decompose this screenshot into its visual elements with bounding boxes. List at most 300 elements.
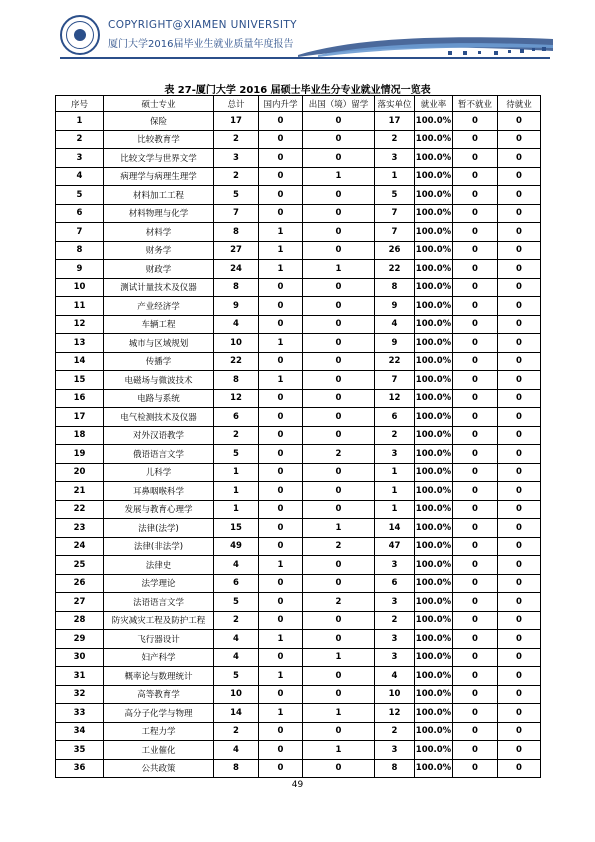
table-cell: 0	[303, 389, 375, 408]
table-cell: 29	[56, 630, 104, 649]
table-cell: 0	[303, 315, 375, 334]
table-row	[56, 667, 541, 686]
table-row	[56, 112, 541, 131]
table-cell: 0	[453, 223, 498, 242]
table-cell: 0	[453, 315, 498, 334]
column-header: 待就业	[498, 96, 541, 112]
column-header: 出国（境）留学	[303, 96, 375, 112]
table-cell: 12	[375, 704, 415, 723]
major-cell: 防灾减灾工程及防护工程	[104, 611, 214, 630]
table-row	[56, 334, 541, 353]
major-cell: 产业经济学	[104, 297, 214, 316]
table-cell: 0	[259, 759, 303, 778]
table-cell: 0	[303, 297, 375, 316]
major-cell: 城市与区域规划	[104, 334, 214, 353]
table-cell: 2	[375, 611, 415, 630]
major-cell: 儿科学	[104, 463, 214, 482]
table-cell: 3	[375, 445, 415, 464]
table-cell: 0	[259, 500, 303, 519]
table-cell: 24	[56, 537, 104, 556]
table-cell: 0	[453, 500, 498, 519]
table-cell: 100.0%	[415, 223, 453, 242]
table-cell: 27	[214, 241, 259, 260]
table-cell: 0	[453, 260, 498, 279]
table-cell: 20	[56, 463, 104, 482]
table-cell: 100.0%	[415, 167, 453, 186]
table-cell: 0	[453, 667, 498, 686]
table-cell: 0	[303, 278, 375, 297]
major-cell: 传播学	[104, 352, 214, 371]
table-cell: 7	[375, 223, 415, 242]
table-cell: 0	[259, 130, 303, 149]
table-cell: 0	[453, 648, 498, 667]
table-cell: 0	[498, 186, 541, 205]
table-cell: 4	[214, 556, 259, 575]
table-cell: 3	[375, 149, 415, 168]
table-cell: 0	[259, 389, 303, 408]
table-cell: 2	[375, 130, 415, 149]
table-cell: 3	[375, 593, 415, 612]
table-cell: 100.0%	[415, 741, 453, 760]
table-row	[56, 463, 541, 482]
table-cell: 26	[375, 241, 415, 260]
table-row	[56, 445, 541, 464]
table-row	[56, 593, 541, 612]
table-cell: 3	[375, 741, 415, 760]
table-cell: 0	[259, 186, 303, 205]
table-cell: 10	[375, 685, 415, 704]
table-cell: 0	[498, 685, 541, 704]
column-header: 就业率	[415, 96, 453, 112]
major-cell: 高等教育学	[104, 685, 214, 704]
table-cell: 33	[56, 704, 104, 723]
table-cell: 3	[375, 630, 415, 649]
table-cell: 0	[453, 186, 498, 205]
table-cell: 0	[453, 371, 498, 390]
major-cell: 法学理论	[104, 574, 214, 593]
major-cell: 电气检测技术及仪器	[104, 408, 214, 427]
table-cell: 49	[214, 537, 259, 556]
table-cell: 1	[375, 500, 415, 519]
table-row	[56, 556, 541, 575]
table-cell: 0	[453, 278, 498, 297]
table-cell: 9	[375, 334, 415, 353]
table-row	[56, 722, 541, 741]
table-cell: 100.0%	[415, 260, 453, 279]
table-cell: 26	[56, 574, 104, 593]
table-cell: 6	[375, 408, 415, 427]
table-cell: 100.0%	[415, 334, 453, 353]
table-cell: 100.0%	[415, 426, 453, 445]
table-cell: 0	[259, 722, 303, 741]
major-cell: 材料学	[104, 223, 214, 242]
table-cell: 0	[303, 186, 375, 205]
table-cell: 0	[498, 297, 541, 316]
column-header: 落实单位	[375, 96, 415, 112]
table-row	[56, 260, 541, 279]
table-cell: 15	[214, 519, 259, 538]
table-cell: 0	[303, 371, 375, 390]
table-cell: 100.0%	[415, 704, 453, 723]
table-cell: 0	[498, 630, 541, 649]
table-cell: 100.0%	[415, 648, 453, 667]
table-cell: 27	[56, 593, 104, 612]
table-cell: 8	[214, 223, 259, 242]
table-cell: 5	[214, 186, 259, 205]
table-row	[56, 648, 541, 667]
table-cell: 0	[303, 574, 375, 593]
table-cell: 0	[259, 278, 303, 297]
table-cell: 10	[214, 334, 259, 353]
table-cell: 0	[498, 112, 541, 131]
table-cell: 100.0%	[415, 186, 453, 205]
table-cell: 0	[453, 741, 498, 760]
table-cell: 8	[56, 241, 104, 260]
table-cell: 0	[259, 315, 303, 334]
table-cell: 0	[498, 611, 541, 630]
table-cell: 0	[303, 482, 375, 501]
major-cell: 概率论与数理统计	[104, 667, 214, 686]
table-row	[56, 611, 541, 630]
table-cell: 1	[259, 241, 303, 260]
table-cell: 1	[375, 463, 415, 482]
table-cell: 12	[56, 315, 104, 334]
table-cell: 0	[303, 112, 375, 131]
table-cell: 0	[453, 463, 498, 482]
major-cell: 财政学	[104, 260, 214, 279]
table-cell: 0	[498, 704, 541, 723]
table-cell: 32	[56, 685, 104, 704]
table-cell: 1	[303, 260, 375, 279]
table-cell: 100.0%	[415, 241, 453, 260]
table-cell: 22	[375, 352, 415, 371]
table-cell: 0	[303, 149, 375, 168]
table-cell: 0	[453, 204, 498, 223]
table-cell: 10	[214, 685, 259, 704]
table-cell: 1	[214, 500, 259, 519]
table-cell: 9	[56, 260, 104, 279]
table-cell: 4	[214, 741, 259, 760]
table-cell: 19	[56, 445, 104, 464]
table-cell: 1	[259, 630, 303, 649]
table-cell: 0	[453, 722, 498, 741]
table-cell: 0	[303, 352, 375, 371]
table-row	[56, 315, 541, 334]
table-cell: 2	[303, 593, 375, 612]
table-cell: 0	[498, 741, 541, 760]
table-row	[56, 482, 541, 501]
table-cell: 2	[214, 167, 259, 186]
table-cell: 100.0%	[415, 445, 453, 464]
table-cell: 0	[259, 593, 303, 612]
table-row	[56, 278, 541, 297]
table-cell: 23	[56, 519, 104, 538]
table-cell: 1	[375, 167, 415, 186]
table-cell: 0	[259, 463, 303, 482]
table-cell: 100.0%	[415, 630, 453, 649]
table-row	[56, 704, 541, 723]
table-cell: 1	[303, 167, 375, 186]
table-cell: 100.0%	[415, 389, 453, 408]
table-cell: 1	[214, 463, 259, 482]
table-cell: 0	[259, 741, 303, 760]
copyright-text: COPYRIGHT@XIAMEN UNIVERSITY	[108, 19, 297, 31]
table-cell: 0	[303, 463, 375, 482]
table-cell: 0	[259, 519, 303, 538]
major-cell: 比较文学与世界文学	[104, 149, 214, 168]
table-cell: 4	[214, 315, 259, 334]
major-cell: 对外汉语教学	[104, 426, 214, 445]
table-cell: 4	[56, 167, 104, 186]
table-cell: 100.0%	[415, 204, 453, 223]
column-header: 暂不就业	[453, 96, 498, 112]
table-row	[56, 408, 541, 427]
table-cell: 0	[259, 685, 303, 704]
table-cell: 0	[498, 278, 541, 297]
table-cell: 0	[259, 352, 303, 371]
table-cell: 0	[259, 204, 303, 223]
table-cell: 8	[375, 759, 415, 778]
table-cell: 21	[56, 482, 104, 501]
table-cell: 1	[375, 482, 415, 501]
table-cell: 1	[259, 371, 303, 390]
table-cell: 0	[303, 500, 375, 519]
column-header: 总计	[214, 96, 259, 112]
table-cell: 0	[453, 611, 498, 630]
table-cell: 5	[56, 186, 104, 205]
table-title: 表 27-厦门大学 2016 届硕士毕业生分专业就业情况一览表	[164, 85, 431, 96]
major-cell: 工程力学	[104, 722, 214, 741]
table-cell: 100.0%	[415, 759, 453, 778]
table-cell: 0	[498, 556, 541, 575]
table-row	[56, 759, 541, 778]
table-cell: 0	[303, 223, 375, 242]
table-cell: 0	[453, 112, 498, 131]
table-cell: 0	[303, 426, 375, 445]
major-cell: 电磁场与微波技术	[104, 371, 214, 390]
table-cell: 14	[56, 352, 104, 371]
table-cell: 2	[214, 722, 259, 741]
table-cell: 11	[56, 297, 104, 316]
table-cell: 2	[214, 426, 259, 445]
table-cell: 18	[56, 426, 104, 445]
major-cell: 飞行器设计	[104, 630, 214, 649]
table-row	[56, 685, 541, 704]
table-cell: 0	[259, 648, 303, 667]
major-cell: 测试计量技术及仪器	[104, 278, 214, 297]
table-cell: 0	[453, 482, 498, 501]
table-cell: 12	[214, 389, 259, 408]
table-cell: 4	[375, 315, 415, 334]
major-cell: 材料物理与化学	[104, 204, 214, 223]
table-cell: 7	[375, 371, 415, 390]
table-cell: 6	[56, 204, 104, 223]
table-cell: 8	[214, 371, 259, 390]
table-row	[56, 630, 541, 649]
table-cell: 31	[56, 667, 104, 686]
table-cell: 0	[303, 334, 375, 353]
table-cell: 0	[498, 759, 541, 778]
table-cell: 0	[259, 408, 303, 427]
table-cell: 1	[303, 704, 375, 723]
table-cell: 100.0%	[415, 371, 453, 390]
table-cell: 100.0%	[415, 611, 453, 630]
table-cell: 0	[453, 519, 498, 538]
table-row	[56, 574, 541, 593]
table-cell: 2	[214, 130, 259, 149]
table-cell: 1	[56, 112, 104, 131]
table-cell: 0	[498, 204, 541, 223]
table-cell: 0	[498, 352, 541, 371]
table-cell: 0	[498, 722, 541, 741]
table-cell: 0	[498, 260, 541, 279]
table-cell: 100.0%	[415, 685, 453, 704]
major-cell: 病理学与病理生理学	[104, 167, 214, 186]
major-cell: 法语语言文学	[104, 593, 214, 612]
table-cell: 0	[303, 722, 375, 741]
table-cell: 100.0%	[415, 130, 453, 149]
table-row	[56, 130, 541, 149]
major-cell: 法律(非法学)	[104, 537, 214, 556]
table-cell: 0	[259, 537, 303, 556]
table-cell: 0	[453, 334, 498, 353]
table-cell: 0	[453, 704, 498, 723]
column-header: 序号	[56, 96, 104, 112]
header-rule	[60, 57, 550, 59]
table-cell: 0	[498, 648, 541, 667]
table-cell: 15	[56, 371, 104, 390]
table-cell: 16	[56, 389, 104, 408]
table-cell: 9	[214, 297, 259, 316]
table-cell: 0	[498, 426, 541, 445]
table-cell: 5	[214, 445, 259, 464]
major-cell: 车辆工程	[104, 315, 214, 334]
page-number: 49	[291, 780, 304, 790]
table-cell: 1	[259, 260, 303, 279]
table-cell: 100.0%	[415, 537, 453, 556]
table-cell: 7	[214, 204, 259, 223]
table-cell: 4	[214, 648, 259, 667]
table-cell: 0	[453, 408, 498, 427]
table-cell: 17	[214, 112, 259, 131]
table-cell: 0	[498, 167, 541, 186]
table-cell: 0	[498, 149, 541, 168]
table-cell: 0	[453, 130, 498, 149]
table-body	[56, 112, 541, 778]
table-cell: 100.0%	[415, 500, 453, 519]
table-cell: 0	[498, 500, 541, 519]
table-cell: 30	[56, 648, 104, 667]
table-row	[56, 426, 541, 445]
major-cell: 保险	[104, 112, 214, 131]
table-cell: 0	[498, 408, 541, 427]
table-cell: 0	[498, 537, 541, 556]
table-cell: 7	[375, 204, 415, 223]
major-cell: 电路与系统	[104, 389, 214, 408]
table-cell: 0	[303, 241, 375, 260]
table-cell: 0	[453, 556, 498, 575]
table-cell: 12	[375, 389, 415, 408]
table-cell: 100.0%	[415, 463, 453, 482]
table-cell: 0	[453, 685, 498, 704]
table-cell: 47	[375, 537, 415, 556]
table-cell: 0	[498, 371, 541, 390]
table-cell: 0	[453, 426, 498, 445]
table-cell: 0	[259, 611, 303, 630]
column-header: 硕士专业	[104, 96, 214, 112]
table-cell: 7	[56, 223, 104, 242]
table-cell: 17	[375, 112, 415, 131]
table-cell: 100.0%	[415, 315, 453, 334]
table-cell: 0	[453, 593, 498, 612]
table-cell: 0	[498, 334, 541, 353]
table-cell: 8	[375, 278, 415, 297]
table-cell: 0	[498, 593, 541, 612]
table-cell: 100.0%	[415, 667, 453, 686]
table-cell: 24	[214, 260, 259, 279]
table-cell: 0	[303, 204, 375, 223]
major-cell: 公共政策	[104, 759, 214, 778]
major-cell: 耳鼻咽喉科学	[104, 482, 214, 501]
major-cell: 工业催化	[104, 741, 214, 760]
table-row	[56, 519, 541, 538]
table-cell: 0	[498, 315, 541, 334]
table-cell: 0	[259, 482, 303, 501]
table-row	[56, 371, 541, 390]
major-cell: 高分子化学与物理	[104, 704, 214, 723]
table-cell: 1	[259, 334, 303, 353]
table-row	[56, 204, 541, 223]
table-cell: 0	[303, 556, 375, 575]
table-cell: 36	[56, 759, 104, 778]
employment-table	[55, 95, 541, 778]
table-cell: 28	[56, 611, 104, 630]
table-cell: 0	[498, 223, 541, 242]
table-cell: 5	[214, 593, 259, 612]
table-cell: 2	[303, 445, 375, 464]
table-cell: 2	[375, 722, 415, 741]
table-cell: 0	[498, 130, 541, 149]
table-cell: 0	[259, 574, 303, 593]
table-cell: 0	[498, 519, 541, 538]
table-cell: 8	[214, 278, 259, 297]
table-cell: 3	[375, 648, 415, 667]
table-cell: 17	[56, 408, 104, 427]
table-cell: 0	[259, 167, 303, 186]
table-cell: 0	[498, 389, 541, 408]
table-row	[56, 223, 541, 242]
table-cell: 100.0%	[415, 482, 453, 501]
table-cell: 100.0%	[415, 556, 453, 575]
table-cell: 0	[498, 463, 541, 482]
table-cell: 2	[56, 130, 104, 149]
table-cell: 1	[303, 741, 375, 760]
table-cell: 6	[375, 574, 415, 593]
table-cell: 0	[303, 130, 375, 149]
table-cell: 100.0%	[415, 519, 453, 538]
table-cell: 100.0%	[415, 149, 453, 168]
table-row	[56, 149, 541, 168]
table-cell: 0	[259, 149, 303, 168]
table-row	[56, 500, 541, 519]
table-cell: 1	[259, 667, 303, 686]
page-header	[0, 0, 595, 66]
table-cell: 4	[214, 630, 259, 649]
table-cell: 25	[56, 556, 104, 575]
table-cell: 1	[259, 556, 303, 575]
table-cell: 0	[259, 297, 303, 316]
table-cell: 22	[375, 260, 415, 279]
